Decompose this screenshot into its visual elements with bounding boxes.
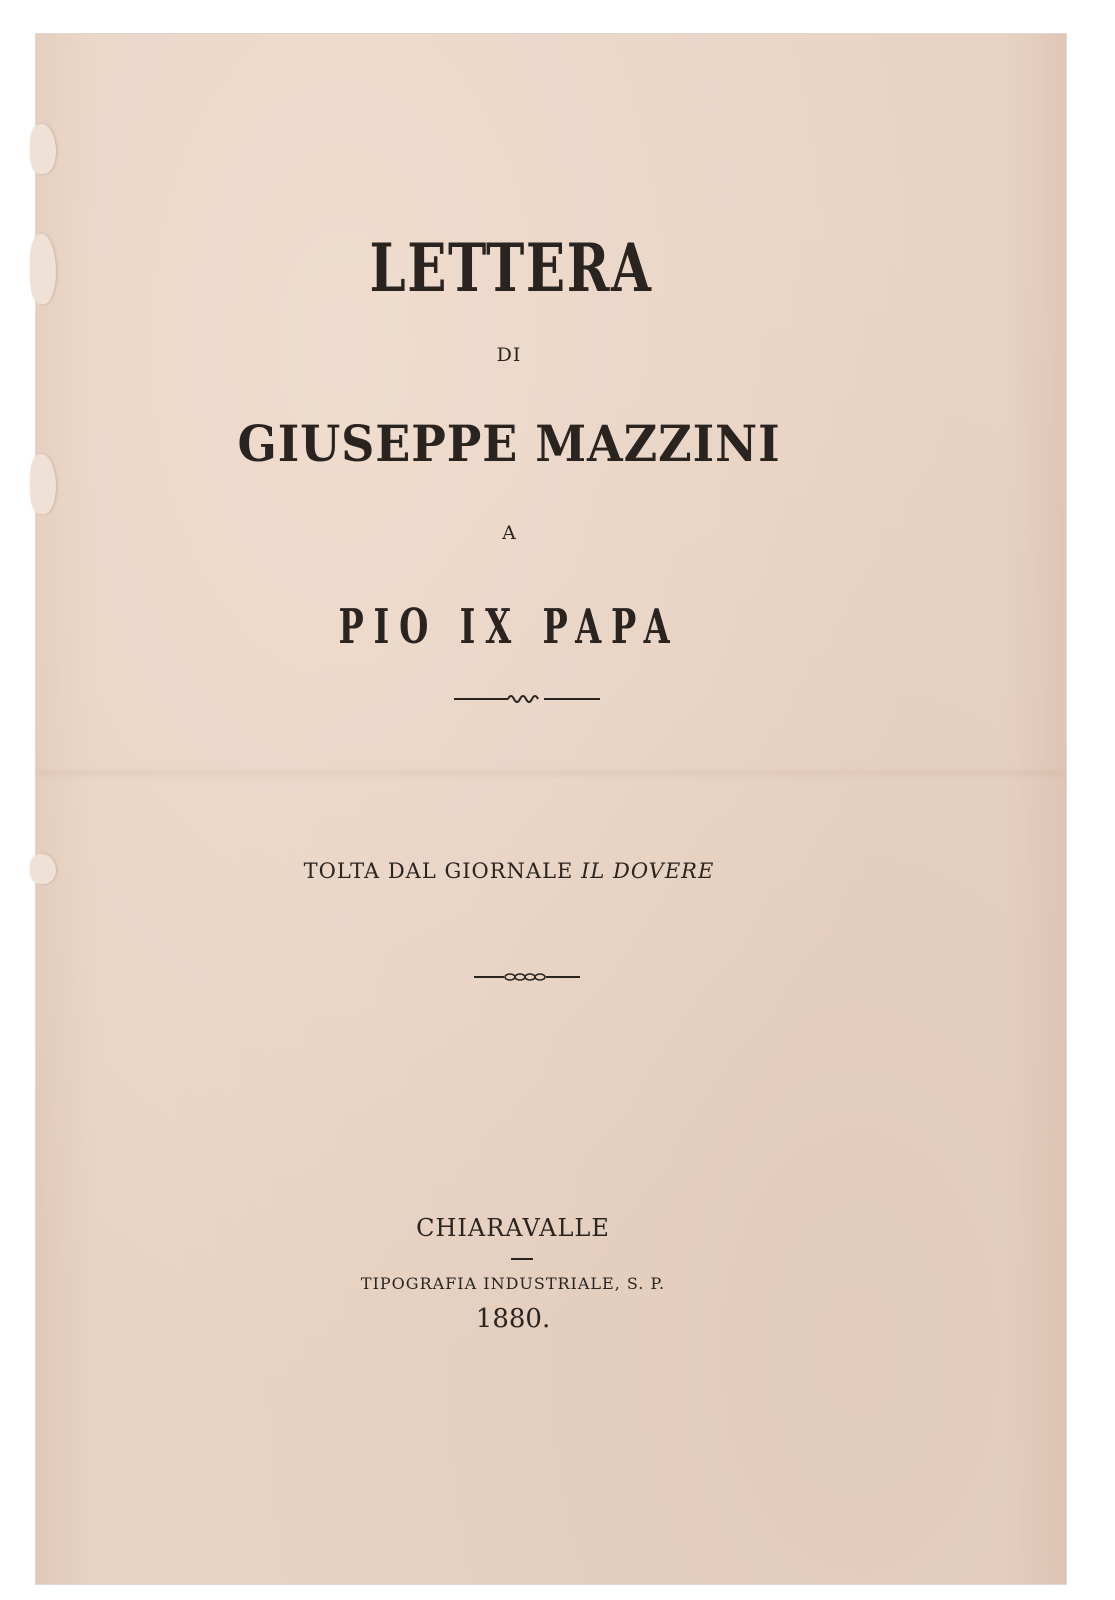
imprint-divider (511, 1258, 533, 1260)
pamphlet-cover (36, 34, 1066, 1584)
document-title: LETTERA (369, 229, 653, 307)
author-name: GIUSEPPE MAZZINI (237, 414, 781, 473)
preposition-a: A (502, 522, 516, 544)
torn-edge (30, 234, 56, 304)
imprint-year: 1880. (475, 1304, 551, 1334)
recipient-name: PIO IX PAPA (338, 599, 680, 655)
torn-edge (30, 124, 56, 174)
imprint-printer: TIPOGRAFIA INDUSTRIALE, S. P. (360, 1274, 666, 1293)
source-line (0, 859, 1024, 883)
ornamental-rule-icon (454, 689, 600, 709)
source-journal: IL DOVERE (581, 859, 715, 883)
imprint-city: CHIARAVALLE (416, 1214, 610, 1242)
preposition-di: DI (496, 344, 522, 366)
source-prefix: TOLTA DAL GIORNALE (303, 859, 574, 883)
ornamental-rule-icon (474, 969, 580, 985)
paper-fold (36, 766, 1066, 780)
